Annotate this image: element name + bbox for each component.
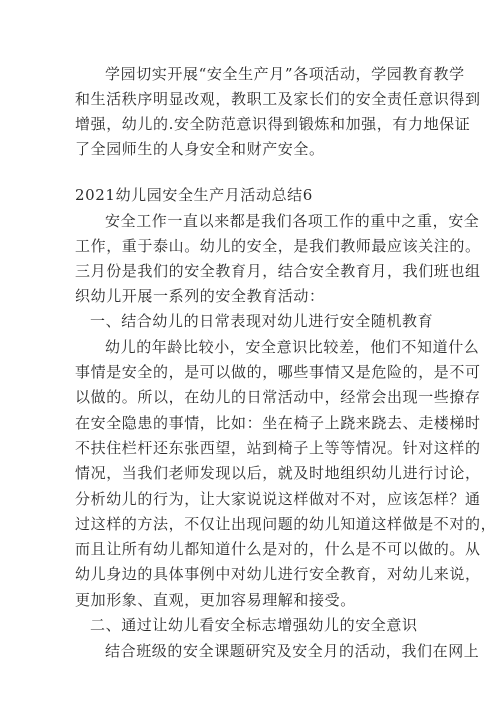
paragraph-line: 在安全隐患的事情，比如：坐在椅子上跷来跷去、走楼梯时 xyxy=(75,414,481,432)
paragraph-line: 结合班级的安全课题研究及安全月的活动，我们在网上 xyxy=(105,642,480,660)
paragraph-line: 更加形象、直观，更加容易理解和接受。 xyxy=(75,591,356,609)
paragraph-line: 织幼儿开展一系列的安全教育活动： xyxy=(75,287,325,305)
paragraph-line: 情况，当我们老师发现以后，就及时地组织幼儿进行讨论， xyxy=(75,464,481,482)
paragraph-line: 增强，幼儿的.安全防范意识得到锻炼和加强，有力地保证 xyxy=(75,115,471,133)
paragraph-line: 不扶住栏杆还东张西望，站到椅子上等等情况。针对这样的 xyxy=(75,439,481,457)
paragraph-line: 学园切实开展“安全生产月”各项活动，学园教育教学 xyxy=(105,65,465,83)
paragraph-line: 工作，重于泰山。幼儿的安全，是我们教师最应该关注的。 xyxy=(75,237,481,255)
subheading-1: 一、结合幼儿的日常表现对幼儿进行安全随机教育 xyxy=(90,312,434,330)
paragraph-line: 了全园师生的人身安全和财产安全。 xyxy=(75,140,325,158)
subheading-2: 二、通过让幼儿看安全标志增强幼儿的安全意识 xyxy=(90,616,418,634)
paragraph-line: 幼儿身边的具体事例中对幼儿进行安全教育，对幼儿来说， xyxy=(75,565,481,583)
paragraph-line: 过这样的方法，不仅让出现问题的幼儿知道这样做是不对的， xyxy=(75,515,497,533)
paragraph-line: 事情是安全的，是可以做的，哪些事情又是危险的，是不可 xyxy=(75,363,481,381)
paragraph-line: 分析幼儿的行为，让大家说说这样做对不对，应该怎样？通 xyxy=(75,490,481,508)
section-heading: 2021幼儿园安全生产月活动总结6 xyxy=(75,186,313,204)
paragraph-line: 而且让所有幼儿都知道什么是对的，什么是不可以做的。从 xyxy=(75,540,481,558)
paragraph-line: 三月份是我们的安全教育月，结合安全教育月，我们班也组 xyxy=(75,262,481,280)
paragraph-line: 幼儿的年龄比较小，安全意识比较差，他们不知道什么 xyxy=(105,338,480,356)
paragraph-line: 和生活秩序明显改观，教职工及家长们的安全责任意识得到 xyxy=(75,90,481,108)
paragraph-line: 安全工作一直以来都是我们各项工作的重中之重，安全 xyxy=(105,212,480,230)
paragraph-line: 以做的。所以，在幼儿的日常活动中，经常会出现一些撩存 xyxy=(75,388,481,406)
